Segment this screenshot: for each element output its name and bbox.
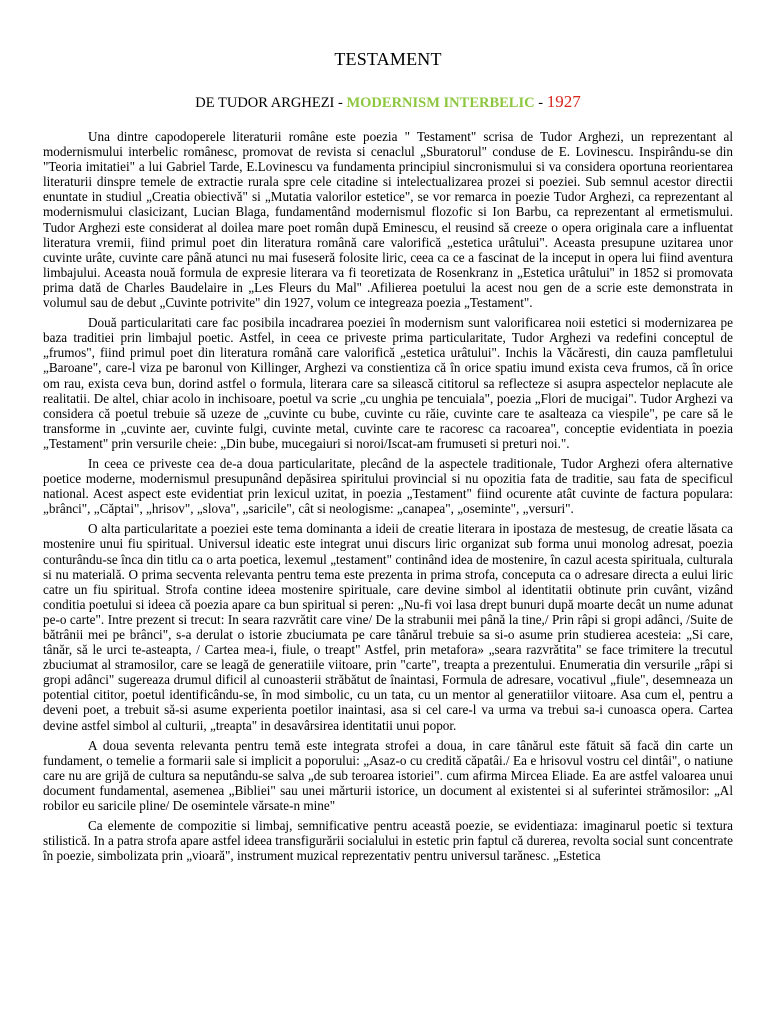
paragraph: A doua seventa relevanta pentru temă este integrata strofei a doua, in care tânărul este fătuit să facă din carte un fundament, o temelie a formarii sale si implicit a poporului: „Asaz-o cu credită căpatâi./ Ea e hrisovul vostru cel dintâi", o natiune care nu are grijă de cultura sa neputându-se salva „de sub teroarea istoriei". cum afirma Mircea Eliade. Ea are astfel valoarea unui document fundamental, asemenea „Bibliei" sau unei mărturii istorice, un document al existentei si al suferintei strămosilor: „Al robilor eu saricile pline/ De osemintele vărsate-n mine": [43, 737, 733, 814]
document-body: [43, 129, 733, 868]
subtitle-author: DE TUDOR ARGHEZI -: [195, 95, 347, 111]
subtitle-separator: -: [534, 95, 547, 111]
paragraph: In ceea ce priveste cea de-a doua particularitate, plecând de la aspectele traditionale, Tudor Arghezi ofera alternative poetice moderne, modernismul presupunând depăsirea spiritului provincial si nu opozitia fata de traditie, sau fata de specificul national. Acest aspect este evidentiat prin lexicul uzitat, in poezia „Testament" fiind ocurente atât cuvinte de factura populara: „brânci", „Căptai", „hrisov", „slova", „saricile", cât si neologisme: „canapea", „oseminte", „versuri".: [43, 455, 733, 517]
subtitle-movement: MODERNISM INTERBELIC: [346, 95, 535, 111]
paragraph: O alta particularitate a poeziei este tema dominanta a ideii de creatie literara in ipostaza de mestesug, de creatie lăsata ca mostenire unui fiu spiritual. Universul ideatic este integrat unui discurs liric organizat sub forma unui monolog adresat, poezia conturându-se înca din titlu ca o arta poetica, lexemul „testament" continând idea de mostenire, în cazul acesta spirituala, culturala si nu materială. O prima secventa relevanta pentru tema este prezenta in prima strofa, conceputa ca o adresare directa a eului liric catre un fiu spiritual. Strofa contine ideea mostenire spirituale, care devine simbol al identitatii obtinute prin cuvânt, vizând conditia poetului si ideea că poezia apare ca bun spiritual si peren: „Nu-fi voi lasa drept bunuri după moarte decât un nume adunat pe-o carte". Intre prezent si trecut: In seara razvrătit care vine/ De la strabunii mei până la tine,/ Prin râpi si gropi adânci, /Suite de bătrânii mei pe brânci", s-a derulat o istorie zbuciumata pe care tânărul trebuie sa si-o asume prin studierea acesteia: „Si care, tânăr, să le urci te-asteapta, / Cartea mea-i, fiule, o treapt" Astfel, prin metafora» „seara razvrătita" se face trimitere la trecutul zbuciumat al stramosilor, care se leagă de generatiile viitoare, prin "carte", treapta a prezentului. Enumeratia din versurile „râpi si gropi adânci" sugereaza drumul dificil al cunoasterii străbătut de înaintasi, Formula de adresare, vocativul „fiule", desemneaza un potential cititor, poetul identificându-se, în mod simbolic, cu un tata, cu un mentor al generatiilor viitoare. Asa cum el, pentru a deveni poet, a trebuit să-si asume experienta poetilor inaintasi, asa si cel care-l va urma va trebui sa-i cunoasca opera. Cartea devine astfel simbol al culturii, „treapta" in desavârsirea identitatii unui popor.: [43, 521, 733, 733]
paragraph: Două particularitati care fac posibila incadrarea poeziei în modernism sunt valorificarea noii estetici si modernizarea pe baza traditiei prin limbajul poetic. Astfel, in ceea ce priveste prima particularitate, Tudor Arghezi va redefini conceptul de „frumos", fiind primul poet din literatura română care valorifică „estetica urâtului". Inchis la Văcăresti, din cauza pamfletului „Baroane", care-l viza pe baronul von Killinger, Arghezi va constientiza că în orice spatiu imund exista ceva frumos, că în orice om rau, exista ceva bun, dorind astfel o formula, literara care sa silească cititorul sa reflecteze si asupra aspectelor neplacute ale realitatii. De altel, chiar acolo in inchisoare, poetul va scrie „cu unghia pe tencuiala", poezia „Flori de mucigai". Tudor Arghezi va considera că poetul trebuie să uzeze de „cuvinte cu bube, cuvinte cu răie, cuvinte care te asalteaza ca viespile", pe care să le transforme in „cuvinte aer, cuvinte fulgi, cuvinte metal, cuvinte care te racoresc ca racoarea", conceptie evidentiata in poezia „Testament" prin versurile cheie: „Din bube, mucegaiuri si noroi/Iscat-am frumuseti si preturi noi.".: [43, 315, 733, 451]
subtitle-year: 1927: [546, 92, 581, 111]
paragraph: Una dintre capodoperele literaturii române este poezia " Testament" scrisa de Tudor Arghezi, un reprezentant al modernismului interbelic românesc, promovat de revista si cenaclul „Sburatorul" conduse de E. Lovinescu. Inspirându-se din "Teoria imitatiei" a lui Gabriel Tarde, E.Lovinescu va fundamenta principiul sincronismului si va considera oportuna reorientarea literaturii dinspre temele de extractie rurala spre cele citadine si intelectualizarea prozei si poeziei. Sub semnul acestor directii enuntate in studiul „Creatia obiectivă" si „Mutatia valorilor estetice", se vor remarca in poezie Tudor Arghezi, ca reprezentant al modernismului clasicizant, Lucian Blaga, fundamentând modernismul flozofic si Ion Barbu, ca reprezentant al ermetismului. Tudor Arghezi este considerat al doilea mare poet român după Eminescu, el reusind să creeze o opera originala care a influentat literatura vremii, fiind primul poet din literatura română care valorifică „estetica urâtului". Aceasta presupune uzitarea unor cuvinte urâte, cuvinte care până atunci nu mai fuseseră folosite liric, ceea ca ce a fascinat de la inceput in opera lui fiind aventura limbajului. Aceasta nouă formula de expresie literara va fi teoretizata de Rosenkranz in „Estetica urâtului'' in 1852 si promovata prima dată de Charles Baudelaire in „Les Fleurs du Mal'' .Afilierea poetului la acest nou gen de a scrie este demonstrata in volumul sau de debut „Cuvinte potrivite" din 1927, volum ce integreaza poezia „Testament".: [43, 129, 733, 311]
paragraph: Ca elemente de compozitie si limbaj, semnificative pentru această poezie, se evidentiaza: imaginarul poetic si textura stilistică. In a patra strofa apare astfel ideea transfigurării socialului in estetic prin faptul că durerea, revolta social sunt concentrate în poezie, simbolizata prin „vioară", instrument muzical reprezentativ pentru universul tarănesc. „Estetica: [43, 818, 733, 864]
document-subtitle: [43, 92, 733, 112]
document-title: TESTAMENT: [334, 49, 442, 69]
